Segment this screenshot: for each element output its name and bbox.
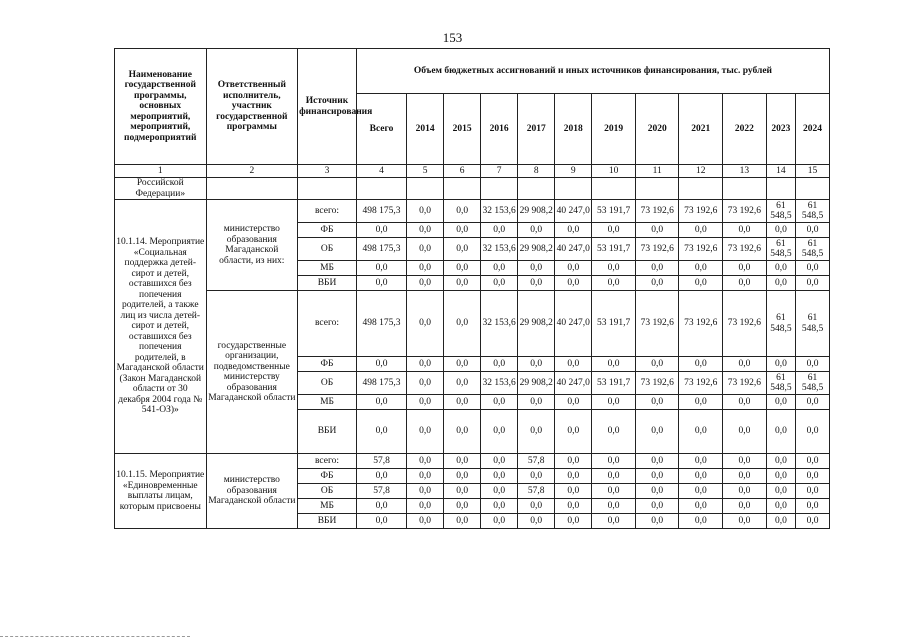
value-cell: 73 192,6: [723, 372, 767, 395]
column-number: 8: [518, 165, 555, 178]
table-row: [115, 454, 830, 469]
value-cell: 0,0: [592, 357, 636, 372]
value-cell: 0,0: [796, 223, 830, 238]
header-year: 2014: [407, 94, 444, 165]
value-cell: 0,0: [444, 291, 481, 357]
total-cell: 0,0: [356, 276, 406, 291]
column-number: 13: [723, 165, 767, 178]
value-cell: 73 192,6: [635, 200, 679, 223]
empty-cell: [444, 178, 481, 200]
header-responsible: Ответственный исполнитель, участник государственной программы: [206, 49, 298, 165]
value-cell: 0,0: [635, 499, 679, 514]
value-cell: 40 247,0: [555, 200, 592, 223]
value-cell: 29 908,2: [518, 238, 555, 261]
value-cell: 29 908,2: [518, 372, 555, 395]
value-cell: 40 247,0: [555, 238, 592, 261]
value-cell: 40 247,0: [555, 372, 592, 395]
value-cell: 0,0: [723, 484, 767, 499]
value-cell: 73 192,6: [723, 200, 767, 223]
value-cell: 0,0: [679, 410, 723, 454]
value-cell: 0,0: [444, 200, 481, 223]
value-cell: 0,0: [766, 454, 795, 469]
value-cell: 0,0: [518, 395, 555, 410]
value-cell: 73 192,6: [679, 238, 723, 261]
column-number: 1: [115, 165, 207, 178]
header-year: 2015: [444, 94, 481, 165]
value-cell: 73 192,6: [635, 238, 679, 261]
total-cell: 57,8: [356, 484, 406, 499]
continuation-row: [115, 178, 830, 200]
value-cell: 53 191,7: [592, 291, 636, 357]
value-cell: 0,0: [444, 499, 481, 514]
value-cell: 0,0: [635, 357, 679, 372]
value-cell: 0,0: [635, 395, 679, 410]
column-number: 15: [796, 165, 830, 178]
program-cell: 10.1.15. Мероприятие «Единовременные выплаты лицам, которым присвоены: [115, 454, 207, 529]
value-cell: 0,0: [679, 357, 723, 372]
value-cell: 0,0: [796, 276, 830, 291]
value-cell: 0,0: [679, 261, 723, 276]
total-cell: 0,0: [356, 395, 406, 410]
value-cell: 0,0: [723, 276, 767, 291]
value-cell: 0,0: [555, 469, 592, 484]
empty-cell: [679, 178, 723, 200]
table-row: [115, 291, 830, 357]
table-body: [115, 165, 830, 529]
responsible-cell: министерство образования Магаданской области: [206, 454, 298, 529]
value-cell: 0,0: [407, 223, 444, 238]
value-cell: 0,0: [679, 484, 723, 499]
value-cell: 0,0: [592, 223, 636, 238]
responsible-cell: министерство образования Магаданской области, из них:: [206, 200, 298, 291]
value-cell: 0,0: [679, 223, 723, 238]
source-cell: ОБ: [298, 372, 357, 395]
value-cell: 29 908,2: [518, 200, 555, 223]
value-cell: 0,0: [592, 484, 636, 499]
value-cell: 0,0: [796, 514, 830, 529]
value-cell: 0,0: [679, 514, 723, 529]
value-cell: 0,0: [723, 514, 767, 529]
value-cell: 0,0: [444, 372, 481, 395]
value-cell: 0,0: [555, 410, 592, 454]
value-cell: 0,0: [444, 276, 481, 291]
total-cell: 57,8: [356, 454, 406, 469]
value-cell: 57,8: [518, 454, 555, 469]
value-cell: 0,0: [723, 499, 767, 514]
value-cell: 0,0: [555, 499, 592, 514]
value-cell: 0,0: [592, 410, 636, 454]
column-number: 12: [679, 165, 723, 178]
value-cell: 0,0: [592, 395, 636, 410]
value-cell: 0,0: [518, 357, 555, 372]
value-cell: 0,0: [592, 276, 636, 291]
value-cell: 0,0: [766, 261, 795, 276]
column-number: 9: [555, 165, 592, 178]
value-cell: 0,0: [407, 276, 444, 291]
value-cell: 0,0: [679, 499, 723, 514]
source-cell: ОБ: [298, 484, 357, 499]
value-cell: 0,0: [481, 261, 518, 276]
value-cell: 0,0: [796, 261, 830, 276]
empty-cell: [206, 178, 298, 200]
value-cell: 32 153,6: [481, 238, 518, 261]
value-cell: 0,0: [444, 469, 481, 484]
value-cell: 61 548,5: [796, 200, 830, 223]
program-cell: 10.1.14. Мероприятие «Социальная поддержка детей-сирот и детей, оставшихся без попечения родителей, а также лиц из числа детей-сирот и детей, оставшихся без попечения родителей, в Магаданской области (Закон Магаданской области от 30 декабря 2004 года № 541-ОЗ)»: [115, 200, 207, 454]
value-cell: 0,0: [555, 484, 592, 499]
budget-table: [114, 48, 830, 529]
value-cell: 0,0: [518, 261, 555, 276]
value-cell: 0,0: [444, 410, 481, 454]
value-cell: 0,0: [796, 499, 830, 514]
value-cell: 0,0: [592, 261, 636, 276]
header-year: 2024: [796, 94, 830, 165]
empty-cell: [356, 178, 406, 200]
value-cell: 0,0: [679, 454, 723, 469]
total-cell: 0,0: [356, 261, 406, 276]
value-cell: 0,0: [407, 200, 444, 223]
total-cell: 0,0: [356, 410, 406, 454]
value-cell: 0,0: [592, 499, 636, 514]
value-cell: 0,0: [407, 291, 444, 357]
value-cell: 0,0: [407, 469, 444, 484]
value-cell: 0,0: [796, 484, 830, 499]
header-year: 2016: [481, 94, 518, 165]
source-cell: ФБ: [298, 223, 357, 238]
value-cell: 0,0: [518, 499, 555, 514]
value-cell: 57,8: [518, 484, 555, 499]
value-cell: 0,0: [481, 514, 518, 529]
responsible-cell: государственные организации, подведомственные министерству образования Магаданской области: [206, 291, 298, 454]
column-number: 2: [206, 165, 298, 178]
value-cell: 0,0: [481, 499, 518, 514]
total-cell: 0,0: [356, 469, 406, 484]
value-cell: 0,0: [766, 357, 795, 372]
empty-cell: [481, 178, 518, 200]
value-cell: 0,0: [766, 276, 795, 291]
source-cell: МБ: [298, 395, 357, 410]
value-cell: 0,0: [407, 261, 444, 276]
value-cell: 0,0: [444, 238, 481, 261]
value-cell: 0,0: [555, 276, 592, 291]
value-cell: 0,0: [679, 469, 723, 484]
value-cell: 0,0: [481, 484, 518, 499]
value-cell: 73 192,6: [723, 291, 767, 357]
value-cell: 0,0: [555, 395, 592, 410]
empty-cell: [298, 178, 357, 200]
value-cell: 0,0: [766, 469, 795, 484]
value-cell: 0,0: [407, 372, 444, 395]
total-cell: 498 175,3: [356, 200, 406, 223]
empty-cell: [796, 178, 830, 200]
header-year: 2019: [592, 94, 636, 165]
value-cell: 73 192,6: [635, 372, 679, 395]
value-cell: 0,0: [555, 223, 592, 238]
header-year: 2017: [518, 94, 555, 165]
value-cell: 0,0: [481, 469, 518, 484]
value-cell: 0,0: [407, 410, 444, 454]
value-cell: 0,0: [679, 395, 723, 410]
source-cell: ВБИ: [298, 514, 357, 529]
value-cell: 0,0: [635, 261, 679, 276]
value-cell: 73 192,6: [723, 238, 767, 261]
value-cell: 0,0: [555, 261, 592, 276]
source-cell: МБ: [298, 499, 357, 514]
value-cell: 0,0: [555, 454, 592, 469]
value-cell: 0,0: [635, 469, 679, 484]
value-cell: 0,0: [635, 514, 679, 529]
value-cell: 61 548,5: [766, 291, 795, 357]
value-cell: 0,0: [635, 410, 679, 454]
source-cell: ОБ: [298, 238, 357, 261]
header-source: Источник финансирования: [298, 49, 357, 165]
empty-cell: [635, 178, 679, 200]
header-year: 2021: [679, 94, 723, 165]
value-cell: 53 191,7: [592, 238, 636, 261]
value-cell: 0,0: [481, 223, 518, 238]
value-cell: 0,0: [481, 454, 518, 469]
value-cell: 0,0: [518, 223, 555, 238]
value-cell: 61 548,5: [796, 238, 830, 261]
column-number: 4: [356, 165, 406, 178]
empty-cell: [723, 178, 767, 200]
empty-cell: [766, 178, 795, 200]
total-cell: 498 175,3: [356, 372, 406, 395]
value-cell: 0,0: [635, 276, 679, 291]
header-year: 2018: [555, 94, 592, 165]
total-cell: 498 175,3: [356, 238, 406, 261]
value-cell: 0,0: [796, 454, 830, 469]
value-cell: 61 548,5: [766, 200, 795, 223]
value-cell: 0,0: [555, 514, 592, 529]
value-cell: 73 192,6: [679, 291, 723, 357]
value-cell: 32 153,6: [481, 372, 518, 395]
empty-cell: [407, 178, 444, 200]
value-cell: 0,0: [481, 357, 518, 372]
value-cell: 61 548,5: [796, 291, 830, 357]
column-numbers-row: [115, 165, 830, 178]
value-cell: 0,0: [481, 276, 518, 291]
bottom-rule: [0, 636, 190, 637]
value-cell: 73 192,6: [635, 291, 679, 357]
source-cell: всего:: [298, 291, 357, 357]
value-cell: 0,0: [766, 410, 795, 454]
value-cell: 0,0: [796, 469, 830, 484]
page-number: 153: [442, 30, 463, 45]
column-number: 10: [592, 165, 636, 178]
value-cell: 0,0: [444, 454, 481, 469]
column-number: 6: [444, 165, 481, 178]
value-cell: 61 548,5: [796, 372, 830, 395]
value-cell: 0,0: [592, 469, 636, 484]
value-cell: 0,0: [481, 410, 518, 454]
column-number: 11: [635, 165, 679, 178]
value-cell: 0,0: [444, 357, 481, 372]
value-cell: 0,0: [766, 223, 795, 238]
value-cell: 0,0: [444, 484, 481, 499]
value-cell: 0,0: [766, 484, 795, 499]
value-cell: 61 548,5: [766, 372, 795, 395]
value-cell: 0,0: [679, 276, 723, 291]
value-cell: 73 192,6: [679, 372, 723, 395]
value-cell: 0,0: [444, 514, 481, 529]
column-number: 7: [481, 165, 518, 178]
value-cell: 0,0: [723, 261, 767, 276]
value-cell: 0,0: [444, 223, 481, 238]
value-cell: 0,0: [635, 454, 679, 469]
source-cell: ФБ: [298, 357, 357, 372]
value-cell: 0,0: [635, 484, 679, 499]
empty-cell: [555, 178, 592, 200]
value-cell: 0,0: [481, 395, 518, 410]
value-cell: 0,0: [518, 514, 555, 529]
value-cell: 0,0: [796, 357, 830, 372]
value-cell: 0,0: [407, 484, 444, 499]
value-cell: 29 908,2: [518, 291, 555, 357]
header-volume: Объем бюджетных ассигнований и иных источников финансирования, тыс. рублей: [356, 49, 829, 94]
value-cell: 0,0: [635, 223, 679, 238]
header-year: 2023: [766, 94, 795, 165]
value-cell: 0,0: [723, 395, 767, 410]
value-cell: 32 153,6: [481, 200, 518, 223]
value-cell: 0,0: [796, 410, 830, 454]
value-cell: 0,0: [555, 357, 592, 372]
table-row: [115, 200, 830, 223]
value-cell: 0,0: [723, 454, 767, 469]
value-cell: 0,0: [518, 410, 555, 454]
total-cell: 498 175,3: [356, 291, 406, 357]
column-number: 5: [407, 165, 444, 178]
source-cell: всего:: [298, 200, 357, 223]
value-cell: 0,0: [444, 395, 481, 410]
value-cell: 40 247,0: [555, 291, 592, 357]
header-year: 2022: [723, 94, 767, 165]
value-cell: 0,0: [592, 514, 636, 529]
value-cell: 53 191,7: [592, 200, 636, 223]
value-cell: 0,0: [723, 357, 767, 372]
source-cell: всего:: [298, 454, 357, 469]
value-cell: 0,0: [766, 499, 795, 514]
value-cell: 0,0: [407, 238, 444, 261]
total-cell: 0,0: [356, 357, 406, 372]
value-cell: 0,0: [407, 514, 444, 529]
total-cell: 0,0: [356, 499, 406, 514]
value-cell: 0,0: [407, 357, 444, 372]
value-cell: 0,0: [723, 410, 767, 454]
value-cell: 53 191,7: [592, 372, 636, 395]
header-total: Всего: [356, 94, 406, 165]
empty-cell: [518, 178, 555, 200]
value-cell: 0,0: [592, 454, 636, 469]
source-cell: МБ: [298, 261, 357, 276]
program-cell: Российской Федерации»: [115, 178, 207, 200]
value-cell: 0,0: [723, 223, 767, 238]
value-cell: 32 153,6: [481, 291, 518, 357]
empty-cell: [592, 178, 636, 200]
value-cell: 0,0: [407, 395, 444, 410]
value-cell: 0,0: [444, 261, 481, 276]
source-cell: ФБ: [298, 469, 357, 484]
header-year: 2020: [635, 94, 679, 165]
value-cell: 0,0: [766, 514, 795, 529]
source-cell: ВБИ: [298, 410, 357, 454]
value-cell: 0,0: [723, 469, 767, 484]
header-program: Наименование государственной программы, основных мероприятий, мероприятий, подмероприятий: [115, 49, 207, 165]
value-cell: 0,0: [518, 469, 555, 484]
column-number: 3: [298, 165, 357, 178]
value-cell: 0,0: [796, 395, 830, 410]
source-cell: ВБИ: [298, 276, 357, 291]
value-cell: 0,0: [766, 395, 795, 410]
value-cell: 73 192,6: [679, 200, 723, 223]
value-cell: 0,0: [518, 276, 555, 291]
value-cell: 0,0: [407, 454, 444, 469]
total-cell: 0,0: [356, 514, 406, 529]
column-number: 14: [766, 165, 795, 178]
total-cell: 0,0: [356, 223, 406, 238]
value-cell: 61 548,5: [766, 238, 795, 261]
value-cell: 0,0: [407, 499, 444, 514]
